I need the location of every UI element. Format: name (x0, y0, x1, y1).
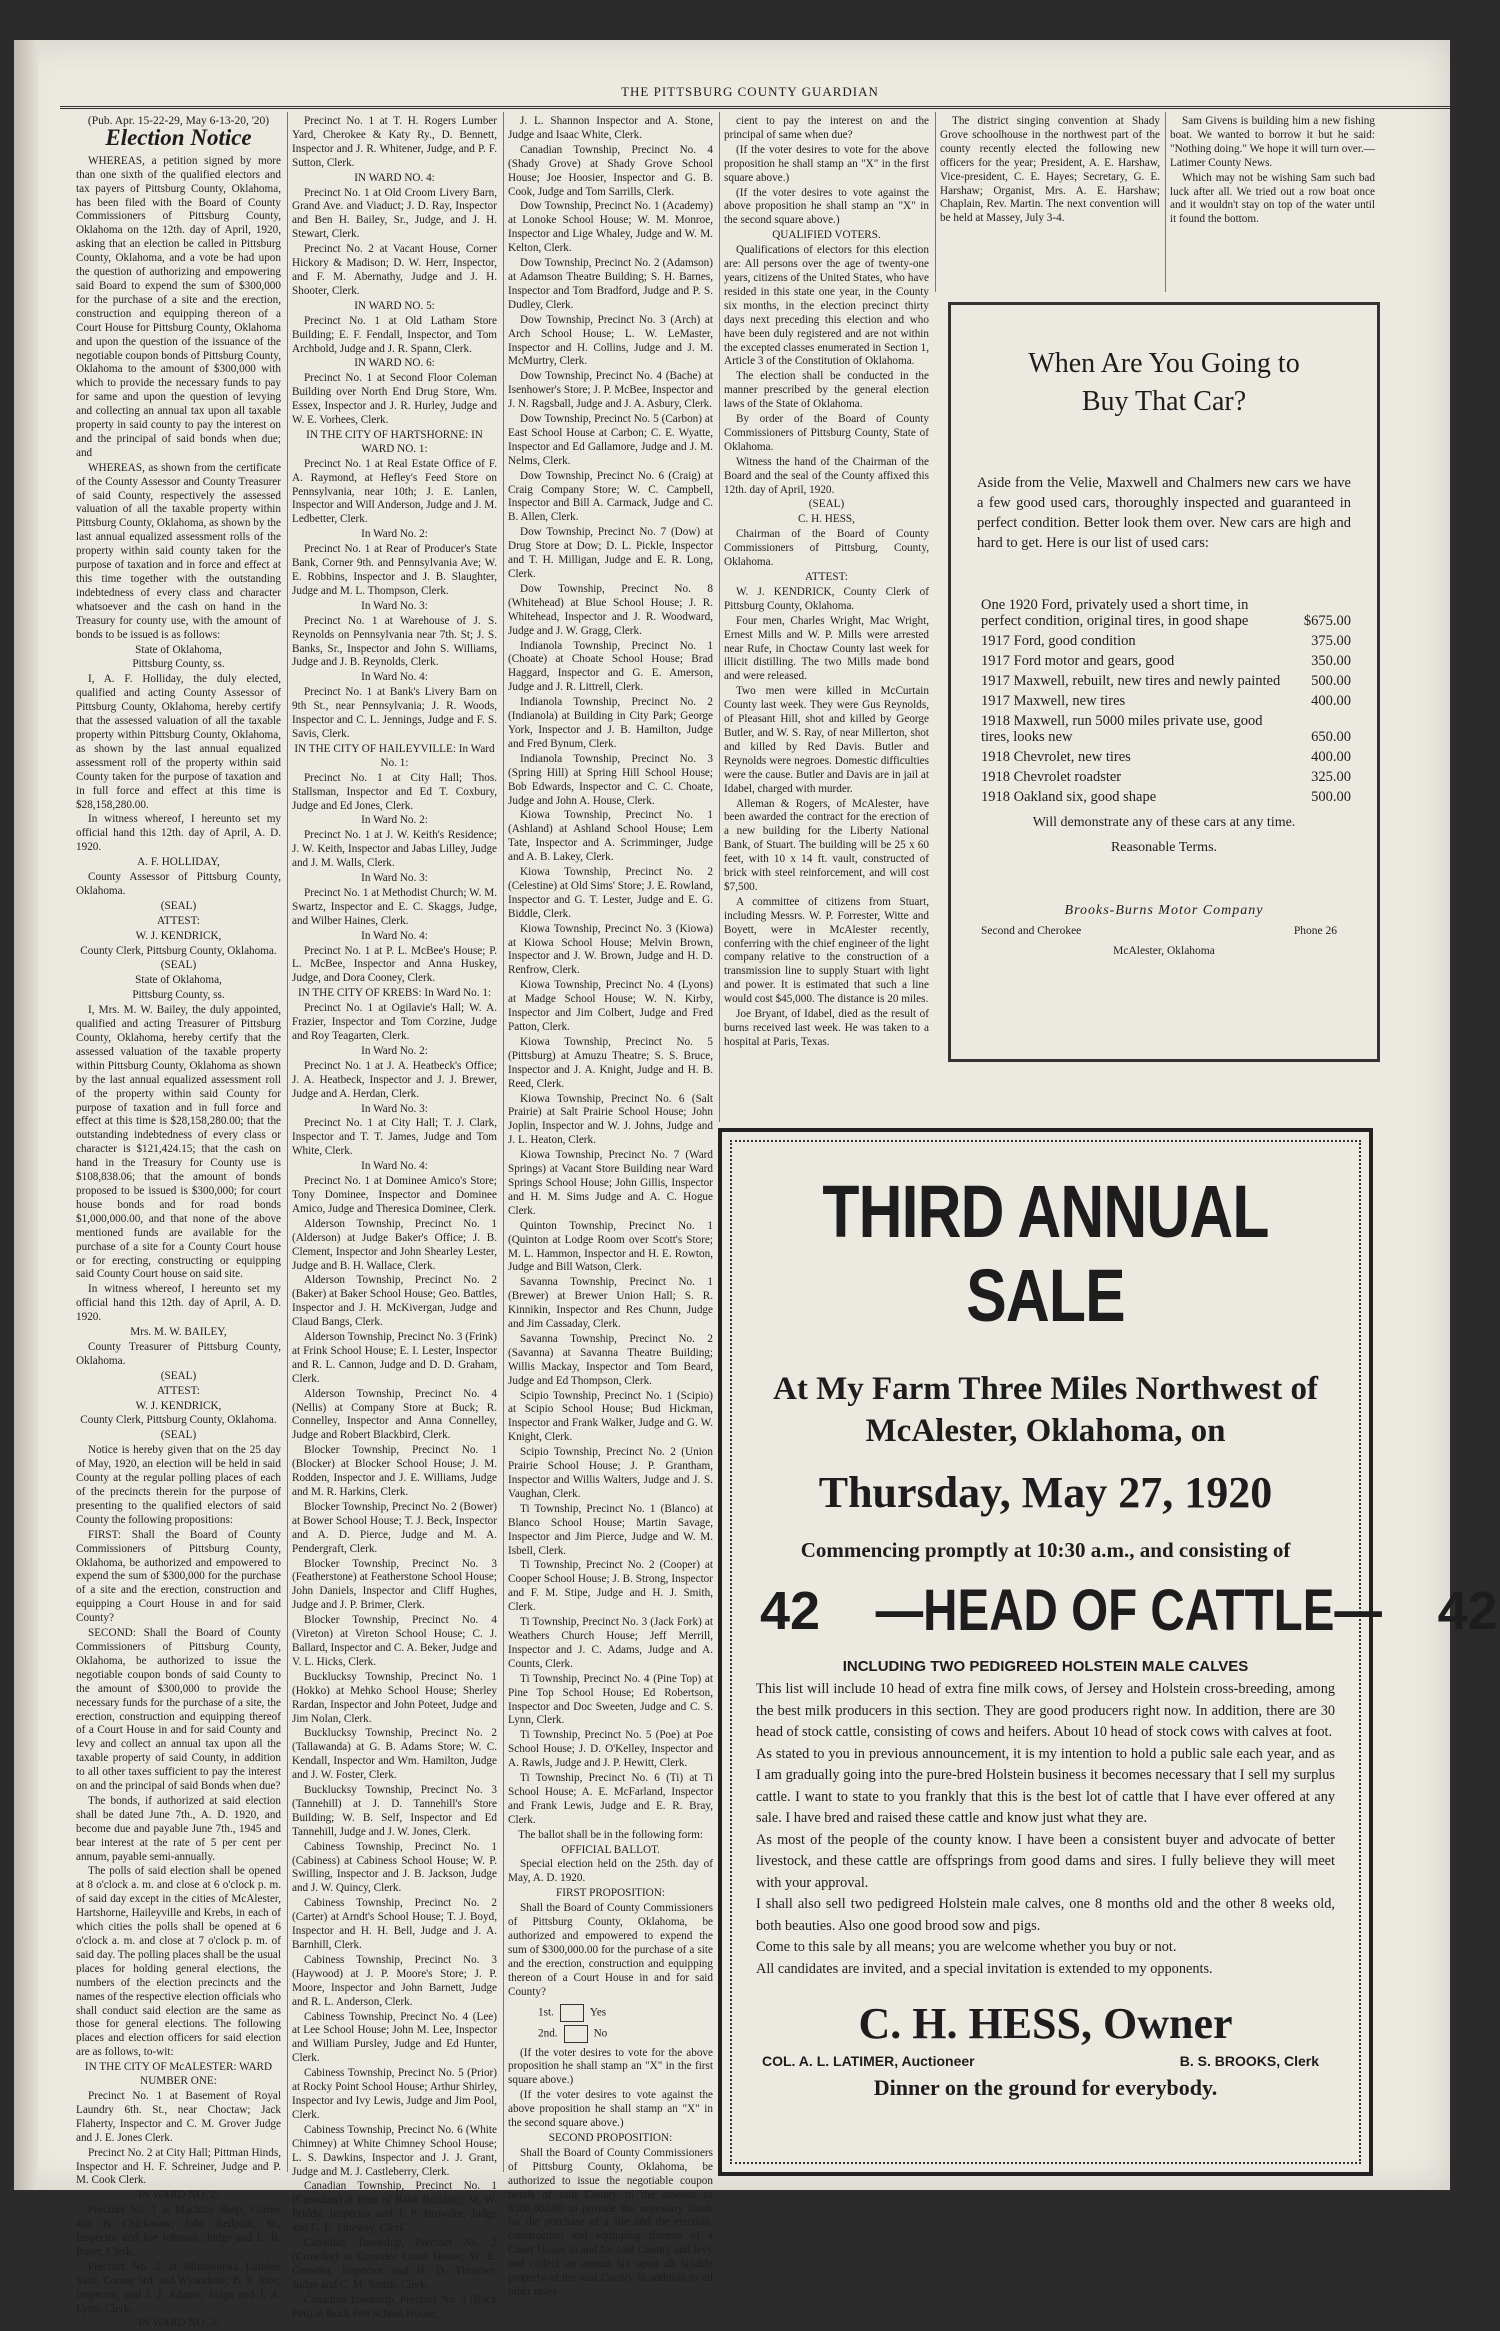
paragraph: (SEAL) (160, 959, 197, 972)
paragraph: Shall the Board of County Commissioners of Pittsburg County, Oklahoma, be authorized and empowered to expend the sum of $300,000.00 for the purchase of a site and the erection, construction and equipping thereon of a Court House in and for said County? (508, 1902, 713, 1998)
column-rule (503, 112, 504, 2172)
paragraph: Ti Township, Precinct No. 3 (Jack Fork) at Weathers Church House; Jeff Merrill, Inspector and J. C. Adams, Judge and A. Counts, Clerk. (508, 1616, 713, 1670)
paragraph: W. J. KENDRICK, (135, 929, 222, 942)
cattle-sale-inner-border (730, 1140, 1498, 2164)
used-car-price: 650.00 (1311, 729, 1351, 745)
ballot-option-label: No (593, 2027, 608, 2040)
news-item-body (1170, 115, 1375, 227)
paragraph: Blocker Township, Precinct No. 2 (Bower) at Bower School House; T. J. Beck, Inspector and A. D. Pierce, Judge and M. A. Pendergraft, Clerk. (292, 1500, 497, 1555)
used-car-row (981, 787, 1351, 807)
paragraph: Special election held on the 25th. day of May, A. D. 1920. (508, 1858, 713, 1885)
used-car-row (981, 671, 1351, 691)
used-car-description: 1917 Ford, good condition (981, 633, 1136, 649)
cattle-count-right: 42 (1437, 1580, 1498, 1641)
paragraph: Pittsburg County, ss. (132, 989, 225, 1002)
used-car-advertisement (948, 302, 1380, 1062)
paragraph: Kiowa Township, Precinct No. 5 (Pittsburg) at Amuzu Theatre; S. S. Bruce, Inspector and J. A. Knight, Judge and H. B. Reed, Clerk. (508, 1035, 713, 1090)
paragraph: Alderson Township, Precinct No. 4 (Nellis) at Company Store at Buck; R. Connelley, Inspector and Anna Connelley, Judge and Robert Blackbird, Clerk. (292, 1387, 497, 1442)
ballot-row-label: 2nd. (538, 2027, 558, 2040)
car-dealer-city: McAlester, Oklahoma (1113, 945, 1215, 957)
paragraph: Ti Township, Precinct No. 1 (Blanco) at Blanco School House; Martin Savage, Inspector and Jim Pierce, Judge and W. M. Isbell, Clerk. (508, 1502, 713, 1557)
paragraph: Kiowa Township, Precinct No. 7 (Ward Springs) at Vacant Store Building near Ward Springs School House; John Gillis, Inspector and H. M. Sims Judge and A. C. Hogue Clerk. (508, 1149, 713, 1217)
sale-paragraph: All candidates are invited, and a special invitation is extended to my opponents. (756, 1960, 1213, 1977)
paragraph: The bonds, if authorized at said election shall be dated June 7th., A. D. 1920, and become due and payable June 7th., 1945 and bear interest at the rate of 5 per cent per annum, payable semi-annually. (76, 1794, 281, 1863)
page-binding-edge (14, 40, 38, 2190)
paragraph: Cabiness Township, Precinct No. 4 (Lee) at Lee School House; John M. Lee, Inspector and William Pursley, Judge and Ed Hunter, Clerk. (292, 2010, 497, 2065)
car-ad-headline-line-2: Buy That Car? (1081, 386, 1247, 417)
paragraph: In Ward No. 3: (361, 1102, 428, 1115)
paragraph: In Ward No. 3: (361, 872, 428, 885)
used-car-price: 400.00 (1311, 749, 1351, 765)
header-rule (60, 106, 1450, 109)
column-rule (287, 112, 288, 2172)
paragraph: IN WARD NO. 5: (354, 299, 435, 312)
used-car-row (981, 747, 1351, 767)
used-car-price: 325.00 (1311, 769, 1351, 785)
paragraph: ATTEST: (157, 1384, 200, 1397)
news-item-body (940, 115, 1160, 226)
paragraph: IN THE CITY OF HARTSHORNE: IN WARD NO. 1: (306, 428, 483, 455)
paragraph: Mrs. M. W. BAILEY, (130, 1326, 227, 1339)
paragraph: Ti Township, Precinct No. 4 (Pine Top) at Pine Top School House; Ed Robertson, Inspector and Doc Sweeten, Judge and C. S. Lynn, Clerk. (508, 1672, 713, 1727)
paragraph: Precinct No. 1 at City Hall; Thos. Stallsman, Inspector and Ed T. Coxbury, Judge and Ed Jones, Clerk. (292, 771, 497, 812)
paragraph: W. J. KENDRICK, County Clerk of Pittsburg County, Oklahoma. (724, 585, 929, 612)
paragraph: (SEAL) (160, 899, 197, 912)
paragraph: Dow Township, Precinct No. 6 (Craig) at Craig Company Store; W. C. Campbell, Inspector and Bill A. Carmack, Judge and C. B. Allen, Clerk. (508, 469, 713, 524)
car-ad-terms: Reasonable Terms. (1110, 840, 1218, 855)
paragraph: Precinct No. 1 at Ogilavie's Hall; W. A. Frazier, Inspector and Tom Corzine, Judge and Roy Teagarten, Clerk. (292, 1002, 497, 1042)
used-car-row (981, 691, 1351, 711)
paragraph: Scipio Township, Precinct No. 2 (Union Prairie School House; J. P. Grantham, Inspector and Willis Walters, Judge and J. S. Vaughan, Clerk. (508, 1446, 713, 1500)
used-car-price: 375.00 (1311, 633, 1351, 649)
paragraph: In Ward No. 4: (361, 671, 428, 684)
sale-paragraph: As most of the people of the county know. I have been a consistent buyer and advocate of better livestock, and these cattle are offsprings from good dams and sires. I fully believe they will meet with your approval. (756, 1831, 1335, 1891)
paragraph: County Treasurer of Pittsburg County, Oklahoma. (76, 1340, 281, 1367)
ballot-row-label: 1st. (538, 2006, 554, 2019)
sale-location-line-1: At My Farm Three Miles Northwest of (773, 1371, 1318, 1407)
cattle-heading: —HEAD OF CATTLE— (875, 1578, 1383, 1643)
paragraph: (If the voter desires to vote for the above proposition he shall stamp an "X" in the first square above.) (508, 2046, 713, 2087)
car-ad-headline (951, 345, 1377, 421)
paragraph: Savanna Township, Precinct No. 1 (Brewer) at Brewer Union Hall; S. R. Kinnikin, Inspector and Res Chunn, Judge and Jim Cassaday, Clerk. (508, 1276, 713, 1331)
column-rule (1165, 112, 1166, 292)
column-rule (719, 112, 720, 1122)
paragraph: In Ward No. 2: (361, 814, 428, 827)
paragraph: Precinct No. 1 at Warehouse of J. S. Reynolds on Pennsylvania near 7th. St; J. S. Banks, Sr., Inspector and John S. Williams, Judge and J. B. Reynolds, Clerk. (292, 614, 497, 669)
paragraph: IN THE CITY OF HAILEYVILLE: In Ward No. 1: (294, 742, 495, 769)
paragraph: Precinct No. 1 at Old Croom Livery Barn, Grand Ave. and Viaduct; J. D. Ray, Inspector and Ben H. Bailey, Sr., Judge, and J. H. Stewart, Clerk. (292, 186, 497, 241)
paragraph: Which may not be wishing Sam such bad luck after all. We tried out a row boat once and it wouldn't stay on top of the water until it found the bottom. (1170, 171, 1375, 226)
paragraph: Joe Bryant, of Idabel, died as the result of burns received last week. He was taken to a hospital at Paris, Texas. (724, 1008, 929, 1048)
paragraph: Precinct No. 1 at Methodist Church; W. M. Swartz, Inspector and E. C. Skaggs, Judge, and Wilber Haines, Clerk. (292, 886, 497, 927)
precinct-list-body (292, 115, 497, 2321)
publication-line: (Pub. Apr. 15-22-29, May 6-13-20, '20) (87, 115, 270, 127)
paragraph: W. J. KENDRICK, (135, 1399, 222, 1412)
used-car-price: $675.00 (1303, 613, 1351, 629)
paragraph: Bucklucksy Township, Precinct No. 1 (Hokko) at Mehko School House; Sherley Rardan, Inspector and John Poteet, Judge and Jim Nolan, Clerk. (292, 1670, 497, 1725)
paragraph: cient to pay the interest on and the principal of same when due? (724, 115, 929, 141)
paragraph: Notice is hereby given that on the 25 day of May, 1920, an election will be held in said County at the regular polling places of each of the precincts therein for the purpose of presenting to the qualified electors of said County the following propositions: (76, 1444, 281, 1526)
paragraph: Precinct No. 1 at Real Estate Office of F. A. Raymond, at Hefley's Feed Store on Pennsylvania, near 10th; J. E. Lanlen, Inspector and Will Anderson, Judge and J. M. Ledbetter, Clerk. (292, 457, 497, 526)
paragraph: Canadian Township, Precinct No. 4 (Shady Grove) at Shady Grove School House; Joe Hoosier, Inspector and G. B. Cook, Judge and Tom Sarrills, Clerk. (508, 143, 713, 198)
paragraph: Precinct No. 2 at Minnetonka Lumber Yard, Corner 3rd. and Wyandotte; B. F. Jobe, Inspector, and J. J. Adams, Judge and J. A. Lynn, Clerk. (76, 2260, 281, 2315)
paragraph: Precinct No. 1 at Dominee Amico's Store; Tony Dominee, Inspector and Dominee Amico, Judge and Theresica Dominee, Clerk. (292, 1175, 497, 1215)
precinct-list-column-2 (508, 115, 713, 2298)
used-car-description: 1918 Oakland six, good shape (981, 789, 1157, 805)
used-car-description: 1918 Maxwell, run 5000 miles private use, good tires, looks new (981, 713, 1263, 745)
paragraph: Ti Township, Precinct No. 2 (Cooper) at Cooper School House; J. B. Strong, Inspector and F. M. Stipe, Judge and H. J. Smith, Clerk. (508, 1559, 713, 1614)
paragraph: Chairman of the Board of County Commissioners of Pittsburg, County, Oklahoma. (724, 528, 929, 569)
precinct-list-body (508, 115, 713, 2300)
sale-paragraph: As stated to you in previous announcement, it is my intention to hold a public sale each year, and as I am gradually going into the pure-bred Holstein business it becomes necessary that I sell my surplus cattle. I want to state to you frankly that this is the best lot of cattle that I have ever offered at any sale. I have bred and raised these cattle and know just what they are. (756, 1745, 1335, 1826)
paragraph: Ti Township, Precinct No. 5 (Poe) at Poe School House; J. D. O'Kelley, Inspector and A. Rawls, Judge and J. P. Hewitt, Clerk. (508, 1729, 713, 1770)
precinct-list-column-1 (292, 115, 497, 2320)
car-ad-intro: Aside from the Velie, Maxwell and Chalmers new cars we have a few good used cars, thoroughly inspected and guaranteed in perfect condition. Better look them over. New cars are high and hard to get. Here is our list of used cars: (977, 475, 1351, 551)
paragraph: In Ward No. 3: (361, 599, 428, 612)
paragraph: Cabiness Township, Precinct No. 1 (Cabiness) at Cabiness School House; W. P. Swilling, Inspector and J. B. Jackson, Judge and J. W. Quincy, Clerk. (292, 1840, 497, 1895)
fishing-boat-item (1170, 115, 1375, 295)
masthead: THE PITTSBURG COUNTY GUARDIAN (621, 84, 879, 99)
used-car-row (981, 631, 1351, 651)
paragraph: Indianola Township, Precinct No. 3 (Spring Hill) at Spring Hill School House; Bob Edwards, Inspector and C. C. Choate, Judge and John A. House, Clerk. (508, 752, 713, 807)
paragraph: (SEAL) (160, 1369, 197, 1382)
sale-clerk: B. S. BROOKS, Clerk (1179, 2053, 1319, 2069)
paragraph: The district singing convention at Shady Grove schoolhouse in the northwest part of the county recently elected the following new officers for the year; President, A. E. Harshaw, Vice-president, C. E. Hayes; Secretary, G. E. Harshaw; Organist, Mrs. A. E. Harshaw; Chaplain, Rev. Martin. The next convention will be held at Massey, July 3-4. (940, 115, 1160, 225)
paragraph: Canadian Township, Precinct No. 2 (Crowder) at Crowder Court House; W. E. Crowder, Inspector and H. D. Thrasher, Judge and C. M. Smith, Clerk. (292, 2237, 497, 2291)
used-car-price: 400.00 (1311, 693, 1351, 709)
paragraph: A committee of citizens from Stuart, including Messrs. W. P. Forrester, Witte and Boyett, were in McAlester recently, conferring with the chief engineer of the light company relative to the construction of a transmission line to supply Stuart with light and power. It is estimated that such a line would cost $45,000. The distance is 20 miles. (724, 895, 929, 1006)
sale-staff (762, 2053, 1319, 2069)
cattle-sale-advertisement (718, 1128, 1498, 2176)
paragraph: State of Oklahoma, (135, 643, 222, 656)
paragraph: QUALIFIED VOTERS. (772, 229, 881, 242)
paragraph: FIRST PROPOSITION: (556, 1887, 665, 1900)
used-car-price: 350.00 (1311, 653, 1351, 669)
car-ad-demonstrate: Will demonstrate any of these cars at any time. (1032, 815, 1296, 830)
sale-date: Thursday, May 27, 1920 (818, 1468, 1273, 1517)
paragraph: Precinct No. 1 at Bank's Livery Barn on 9th St., near Pennsylvania; J. R. Woods, Inspector and C. L. Jennings, Judge and F. S. Savis, Clerk. (292, 686, 497, 740)
paragraph: Kiowa Township, Precinct No. 3 (Kiowa) at Kiowa School House; Melvin Brown, Inspector and J. W. Brown, Judge and H. D. Renfrow, Clerk. (508, 922, 713, 977)
paragraph: In Ward No. 4: (361, 929, 428, 942)
ballot-square (564, 2025, 588, 2043)
singing-convention-item (940, 115, 1160, 295)
paragraph: OFFICIAL BALLOT. (561, 1843, 660, 1856)
sale-paragraph: Come to this sale by all means; you are welcome whether you buy or not. (756, 1939, 1177, 1955)
paragraph: County Clerk, Pittsburg County, Oklahoma. (80, 1414, 277, 1427)
paragraph: Cabiness Township, Precinct No. 6 (White Chimney) at White Chimney School House; L. S. Dawkins, Inspector and J. J. Grant, Judge and M. J. Castleberry, Clerk. (292, 2123, 497, 2178)
paragraph: Quinton Township, Precinct No. 1 (Quinton at Lodge Room over Scott's Store; M. L. Hammon, Inspector and H. E. Rowton, Judge and Bill Watson, Clerk. (508, 1219, 713, 1274)
sale-paragraph: I shall also sell two pedigreed Holstein male calves, one 8 months old and the other 8 weeks old, both beauties. Also one good brood sow and pigs. (756, 1896, 1335, 1934)
sale-location-line-2: McAlester, Oklahoma, on (865, 1413, 1226, 1449)
paragraph: IN THE CITY OF KREBS: In Ward No. 1: (297, 987, 492, 1000)
column-rule (935, 112, 936, 292)
notice-and-news-column (724, 115, 929, 1115)
sale-paragraph: This list will include 10 head of extra fine milk cows, of Jersey and Holstein cross-breeding, among the best milk producers in this section. They are good producers right now. In addition, there are 30 head of stock cattle, consisting of cows and heifers. About 10 head of stock cows with calves at foot. (756, 1681, 1335, 1740)
paragraph: Precinct No. 1 at T. H. Rogers Lumber Yard, Cherokee & Katy Ry., D. Bennett, Inspector and J. R. Whitener, Judge, and P. F. Sutton, Clerk. (292, 115, 497, 169)
paragraph: Bucklucksy Township, Precinct No. 3 (Tannehill) at J. D. Tannehill's Store Building; W. B. Self, Inspector and Ed Tannehill, Judge and J. W. Jones, Clerk. (292, 1784, 497, 1838)
paragraph: In witness whereof, I hereunto set my official hand this 12th. day of April, A. D. 1920. (76, 813, 281, 854)
paragraph: In witness whereof, I hereunto set my official hand this 12th. day of April, A. D. 1920. (76, 1283, 281, 1324)
paragraph: Indianola Township, Precinct No. 2 (Indianola) at Building in City Park; George York, Inspector and J. B. Hamilton, Judge and Fred Bynum, Clerk. (508, 696, 713, 750)
paragraph: A. F. HOLLIDAY, (137, 856, 220, 869)
used-car-description: 1918 Chevrolet roadster (981, 769, 1122, 785)
paragraph: Savanna Township, Precinct No. 2 (Savanna) at Savanna Theatre Building; Willis Mackay, Inspector and Tom Beard, Judge and Ed Thompson, Clerk. (508, 1332, 713, 1387)
sale-location (732, 1368, 1359, 1452)
paragraph: Dow Township, Precinct No. 3 (Arch) at Arch School House; L. W. LeMaster, Inspector and H. Collins, Judge and J. M. McMurtry, Clerk. (508, 313, 713, 368)
paragraph: FIRST: Shall the Board of County Commissioners of Pittsburg County, Oklahoma, be authorized and empowered to expend the sum of $300,000 for the purchase of a site and the erection, construction and equipping a Court House in and for said County? (76, 1528, 281, 1625)
paragraph: In Ward No. 2: (361, 1044, 428, 1057)
paragraph: SECOND PROPOSITION: (548, 2131, 673, 2144)
paragraph: Precinct No. 1 at Machine Shop, Corner 4th. & Chickasaw; John Redpath, Sr., Inspector and Joe Johnson, Judge and L. R. Raser, Clerk. (76, 2204, 281, 2258)
paragraph: Canadian Township, Precinct No. 3 (Rock Pen) at Rock Pen School House; (292, 2293, 497, 2320)
paragraph: (If the voter desires to vote against the above proposition he shall stamp an "X" in the second square above.) (724, 186, 929, 227)
paragraph: Indianola Township, Precinct No. 1 (Choate) at Choate School House; Brad Haggard, Inspector and G. E. Amerson, Judge and J. R. Littrell, Clerk. (508, 639, 713, 694)
paragraph: I, Mrs. M. W. Bailey, the duly appointed, qualified and acting Treasurer of Pittsburg County, Oklahoma, hereby certify that the assessed valuation of the taxable property within Pittsburg County, Oklahoma as shown by the last annual equalized assessment roll of the property within said County for purpose of taxation and in full force and effect at this time is $28,158,280.00; that the outstanding indebtedness of every class or character is $121,424.15; that the cash on hand in the Treasury for County use is $108,838.06; that the amount of bonds proposed to be issued is $300,000; for court house bonds and for road bonds $1,000,000.00, and that none of the above mentioned funds are available for the purchase of a site for a County Court house or for erecting, constructing or equipping said County Court house on said site. (76, 1004, 281, 1281)
paragraph: Cabiness Township, Precinct No. 5 (Prior) at Rocky Point School House; Arthur Shirley, Inspector and Ivy Lewis, Judge and Jim Pool, Clerk. (292, 2067, 497, 2121)
paragraph: Precinct No. 1 at J. A. Heatbeck's Office; J. A. Heatbeck, Inspector and J. J. Brewer, Judge and A. Herdan, Clerk. (292, 1059, 497, 1100)
paragraph: Precinct No. 2 at City Hall; Pittman Hinds, Inspector and H. F. Schreiner, Judge and P. M. Cook Clerk. (76, 2146, 281, 2187)
paragraph: Alderson Township, Precinct No. 3 (Frink) at Frink School House; E. I. Lester, Inspector and R. L. Cannon, Judge and D. D. Graham, Clerk. (292, 1331, 497, 1385)
paragraph: IN WARD NO. 6: (354, 357, 435, 370)
paragraph: Qualifications of electors for this election are: All persons over the age of twenty-one years, citizens of the United States, who have resided in this state one year, in the County six months, in the election precinct thirty days next preceding this election and who have been duly registered and are not within the excepted classes enumerated in Section 1, Article 3 of the Constitution of Oklahoma. (724, 244, 929, 368)
paragraph: Cabiness Township, Precinct No. 2 (Carter) at Arndt's School House; T. J. Boyd, Inspector and H. H. Bell, Judge and J. A. Barnhill, Clerk. (292, 1897, 497, 1951)
paragraph: County Clerk, Pittsburg County, Oklahoma. (80, 944, 277, 957)
paragraph: ATTEST: (157, 914, 200, 927)
paragraph: Precinct No. 1 at Basement of Royal Laundry 6th. St., near Choctaw; Jack Flaherty, Inspector and C. M. Grover Judge and J. E. Jones Clerk. (76, 2089, 281, 2144)
paragraph: Witness the hand of the Chairman of the Board and the seal of the County affixed this 12th. day of April, 1920. (724, 455, 929, 496)
paragraph: (If the voter desires to vote for the above proposition he shall stamp an "X" in the first square above.) (724, 143, 929, 184)
paragraph: Dow Township, Precinct No. 2 (Adamson) at Adamson Theatre Building; S. H. Barnes, Inspector and Tom Bradford, Judge and P. S. Dudley, Clerk. (508, 257, 713, 311)
notice-and-news-body (724, 115, 929, 1050)
car-dealer-name: Brooks-Burns Motor Company (1064, 903, 1264, 918)
paragraph: Dow Township, Precinct No. 8 (Whitehead) at Blue School House; J. R. Whitehead, Inspector and J. R. Woodward, Judge and J. W. Gragg, Clerk. (508, 582, 713, 637)
paragraph: C. H. HESS, (798, 513, 855, 526)
paragraph: Sam Givens is building him a new fishing boat. We wanted to borrow it but he said: "Nothing doing." We hope it will turn over.—Latimer County News. (1170, 115, 1375, 169)
paragraph: Canadian Township, Precinct No. 1 (Canadian) at Rear of Bank Building; M. W. Priddy, Inspector and J. P. Browder, Judge and C. E. Janeway, Clerk. (292, 2180, 497, 2235)
paragraph: The election shall be conducted in the manner prescribed by the general election laws of the State of Oklahoma. (724, 370, 929, 411)
paragraph: State of Oklahoma, (135, 974, 222, 987)
paragraph: Kiowa Township, Precinct No. 2 (Celestine) at Old Sims' Store; J. E. Rowland, Inspector and G. T. Lester, Judge and E. G. Biddle, Clerk. (508, 866, 713, 920)
sale-time: Commencing promptly at 10:30 a.m., and consisting of (800, 1538, 1291, 1562)
paragraph: WHEREAS, as shown from the certificate of the County Assessor and County Treasurer of said County, respectively the assessed valuation of all the taxable property within Pittsburg County, Oklahoma, as shown by the last annual equalized assessment rolls of the property within said county taken for the purpose of taxation and in force and effect at this time together with the outstanding indebtedness of every class and character whatsoever and the cash on hand in the Treasury for county use, with the amount of bonds to be issued is as follows: (76, 461, 281, 641)
paragraph: Blocker Township, Precinct No. 3 (Featherstone) at Featherstone School House; John Daniels, Inspector and Cliff Hughes, Judge and J. P. Brimer, Clerk. (292, 1557, 497, 1612)
used-car-row (981, 711, 1351, 747)
used-car-row (981, 651, 1351, 671)
used-car-description: 1917 Maxwell, new tires (981, 693, 1126, 709)
paragraph: SECOND: Shall the Board of County Commissioners of Pittsburg County, Oklahoma, be authorized to issue the negotiable coupon bonds of said County to the amount of $300,000 to provide the necessary funds for the purchase of a site, the erection, construction and equipping thereof of a Court House in and for said County and levy and collect an annual tax upon all the taxable property of said County, in addition to all other taxes sufficient to pay the interest on and the principal of said Bonds when due? (76, 1627, 281, 1793)
sale-dinner-note: Dinner on the ground for everybody. (873, 2075, 1218, 2100)
paragraph: Dow Township, Precinct No. 1 (Academy) at Lonoke School House; W. M. Monroe, Inspector and Lige Whaley, Judge and W. M. Kelton, Clerk. (508, 200, 713, 255)
paragraph: (If the voter desires to vote against the above proposition he shall stamp an "X" in the second square above.) (508, 2089, 713, 2130)
paragraph: Dow Township, Precinct No. 4 (Bache) at Isenhower's Store; J. P. McBee, Inspector and J. N. Ragsball, Judge and J. A. Asbury, Clerk. (508, 370, 713, 411)
paragraph: IN THE CITY OF McALESTER: WARD NUMBER ONE: (84, 2061, 273, 2088)
paragraph: Precinct No. 1 at City Hall; T. J. Clark, Inspector and T. T. James, Judge and Tom White, Clerk. (292, 1117, 497, 1158)
paragraph: Precinct No. 1 at P. L. McBee's House; P. L. McBee, Inspector and Anna Huskey, Judge, and Dora Cooney, Clerk. (292, 944, 497, 985)
cattle-count-left: 42 (760, 1580, 821, 1641)
car-dealer-address: Second and Cherokee (981, 925, 1082, 937)
paragraph: County Assessor of Pittsburg County, Oklahoma. (76, 871, 281, 897)
used-car-description: 1917 Maxwell, rebuilt, new tires and newly painted (981, 673, 1281, 689)
paragraph: Precinct No. 1 at Old Latham Store Building; E. F. Fendall, Inspector, and Tom Archbold, Judge and J. R. Spann, Clerk. (292, 314, 497, 355)
paragraph: Scipio Township, Precinct No. 1 (Scipio) at Scipio School House; Bud Hickman, Inspector and Frank Walker, Judge and G. W. Knight, Clerk. (508, 1389, 713, 1444)
paragraph: In Ward No. 4: (361, 1160, 428, 1173)
ballot-option-label: Yes (589, 2006, 607, 2019)
paragraph: By order of the Board of County Commissioners of Pittsburg County, State of Oklahoma. (724, 413, 929, 453)
paragraph: Dow Township, Precinct No. 5 (Carbon) at East School House at Carbon; C. E. Wyatte, Inspector and Ed Gallamore, Judge and J. M. Nelms, Clerk. (508, 413, 713, 467)
sale-title: THIRD ANNUAL SALE (822, 1170, 1269, 1337)
paragraph: Ti Township, Precinct No. 6 (Ti) at Ti School House; A. E. McFarland, Inspector and Frank Lewis, Judge and E. R. Bray, Clerk. (508, 1772, 713, 1826)
election-notice-body (76, 155, 281, 2331)
used-car-price: 500.00 (1311, 673, 1351, 689)
paragraph: IN WARD NO. 3: (138, 2317, 219, 2330)
paragraph: The polls of said election shall be opened at 8 o'clock a. m. and close at 6 o'clock p. m. of said day except in the cities of McAlester, Hartshorne, Haileyville and Krebs, in each of which cities the polls shall be opened at 6 o'clock a. m. and close at 7 o'clock p. m. of said day. The polling places shall be the usual places for holding general elections, the numbers of the election precincts and the names of the respective election officials who shall conduct said election are the same as those for general elections. The following places and election officers for said election are as follows, to-wit: (76, 1865, 281, 2059)
paragraph: Alderson Township, Precinct No. 2 (Baker) at Baker School House; Geo. Battles, Inspector and J. H. McKivergan, Judge and Claud Bangs, Clerk. (292, 1274, 497, 1329)
used-car-price-list (981, 595, 1351, 807)
paragraph: Bucklucksy Township, Precinct No. 2 (Tallawanda) at G. B. Adams Store; W. C. Kendall, Inspector and Wm. Hamilton, Judge and J. W. Foster, Clerk. (292, 1727, 497, 1782)
used-car-row (981, 767, 1351, 787)
paragraph: The ballot shall be in the following form: (518, 1828, 703, 1841)
paragraph: Alleman & Rogers, of McAlester, have been awarded the contract for the erection of a new building for the Liberty National Bank, of Stuart. The building will be 25 x 60 feet, with 10 x 14 ft. vault, constructed of brick with steel reinforcement, and will cost $7,500. (724, 797, 929, 893)
paragraph: Precinct No. 1 at J. W. Keith's Residence; J. W. Keith, Inspector and Jabas Lilley, Judge and J. M. Walls, Clerk. (292, 829, 497, 870)
paragraph: Blocker Township, Precinct No. 1 (Blocker) at Blocker School House; J. M. Rodden, Inspector and J. E. Williams, Judge and M. R. Harkins, Clerk. (292, 1444, 497, 1498)
paragraph: Cabiness Township, Precinct No. 3 (Haywood) at J. P. Moore's Store; J. P. Moore, Inspector and John Barnett, Judge and R. L. Anderson, Clerk. (292, 1953, 497, 2008)
paragraph: J. L. Shannon Inspector and A. Stone, Judge and Isaac White, Clerk. (508, 115, 713, 141)
paragraph: WHEREAS, a petition signed by more than one sixth of the qualified electors and tax payers of Pittsburg County, Oklahoma, has been filed with the Board of County Commissioners of Pittsburg County, Oklahoma on the 12th. day of April, 1920, asking that an election be called in Pittsburg County, Oklahoma, and a vote be had upon the question of authorizing and empowering said Board to expend the sum of $300,000 for the purchase of a site and the erection, construction and equipping thereon of a Court House for Pittsburg County, Oklahoma and upon the question of the issuance of the negotiable coupon bonds of Pittsburg County, Oklahoma to the amount of $300,000 with which to provide the necessary funds to pay for same and upon the question of levying and collecting an annual tax upon all taxable property in said county to pay the interest on and the principal of said bonds when due; and (76, 154, 281, 459)
paragraph: Kiowa Township, Precinct No. 4 (Lyons) at Madge School House; W. N. Kirby, Inspector and Jim Colbert, Judge and Fred Patton, Clerk. (508, 979, 713, 1033)
paragraph: Precinct No. 1 at Rear of Producer's State Bank, Corner 9th. and Pennsylvania Ave; W. E. Robbins, Inspector and J. B. Slaughter, Judge and M. L. Thompson, Clerk. (292, 543, 497, 597)
paragraph: Dow Township, Precinct No. 7 (Dow) at Drug Store at Dow; D. L. Pickle, Inspector and T. H. Milligan, Judge and E. R. Long, Clerk. (508, 526, 713, 580)
used-car-description: 1918 Chevrolet, new tires (981, 749, 1131, 765)
paragraph: In Ward No. 2: (361, 528, 428, 541)
paragraph: Four men, Charles Wright, Mac Wright, Ernest Mills and W. P. Mills were arrested near Rufe, in Choctaw County last week for illicit distilling. The two Mills made bond and were released. (724, 614, 929, 683)
paragraph: Precinct No. 2 at Vacant House, Corner Hickory & Madison; D. W. Herr, Inspector, and F. M. Abernathy, Judge and J. H. Shooter, Clerk. (292, 243, 497, 297)
paragraph: Kiowa Township, Precinct No. 1 (Ashland) at Ashland School House; Lem Tate, Inspector and A. Scrimminger, Judge and A. B. Lakey, Clerk. (508, 809, 713, 864)
paragraph: IN WARD NO. 4: (354, 171, 435, 184)
paragraph: IN WARD NO. 2: (138, 2189, 219, 2202)
used-car-price: 500.00 (1311, 789, 1351, 805)
paragraph: (SEAL) (160, 1429, 197, 1442)
car-ad-headline-line-1: When Are You Going to (1028, 348, 1300, 379)
paragraph: Blocker Township, Precinct No. 4 (Vireton) at Vireton School House; C. J. Ballard, Inspector and C. A. Beker, Judge and V. L. Hicks, Clerk. (292, 1614, 497, 1668)
sale-auctioneer: COL. A. L. LATIMER, Auctioneer (762, 2053, 975, 2069)
ballot-square (560, 2004, 584, 2022)
paragraph: ATTEST: (805, 571, 848, 583)
paragraph: Two men were killed in McCurtain County last week. They were Gus Reynolds, of Pleasant Hill, shot and killed by George Butler, and W. S. Ray, of near Millerton, shot and killed by Red Davis. Butler and Reynolds were negroes. Domestic difficulties were the cause. Butler and Davis are in jail at Idabel, charged with murder. (724, 685, 929, 795)
sale-description (756, 1679, 1335, 1980)
used-car-description: 1917 Ford motor and gears, good (981, 653, 1175, 669)
paragraph: Shall the Board of County Commissioners of Pittsburg County, Oklahoma, be authorized to issue the negotiable coupon bonds of said County to the amount of $300,000.00 to provide the necessary funds for the purchase of a site and the erection, construction and equipping thereon of a Court House in and for said County and levy and collect an annual tax upon all taxable property of the said County in addition to all other taxes (508, 2146, 713, 2298)
used-car-description: One 1920 Ford, privately used a short time, in perfect condition, original tires, in good shape (981, 597, 1249, 629)
paragraph: Kiowa Township, Precinct No. 6 (Salt Prairie) at Salt Prairie School House; John Joplin, Inspector and W. J. Johns, Judge and J. L. Heaton, Clerk. (508, 1092, 713, 1147)
sale-owner: C. H. HESS, Owner (858, 1999, 1233, 2048)
car-dealer-contact (981, 925, 1337, 937)
election-notice-title: Election Notice (105, 124, 252, 150)
ballot-checkboxes (538, 2004, 713, 2043)
paragraph: Alderson Township, Precinct No. 1 (Alderson) at Judge Baker's Office; J. B. Clement, Inspector and John Shearley Lester, Judge and B. H. Wallace, Clerk. (292, 1217, 497, 1272)
used-car-row (981, 595, 1351, 631)
holstein-calves-line: INCLUDING TWO PEDIGREED HOLSTEIN MALE CALVES (842, 1658, 1249, 1675)
paragraph: Precinct No. 1 at Second Floor Coleman Building over North End Drug Store, Wm. Essex, Inspector and J. R. Hurley, Judge and W. E. Vorhees, Clerk. (292, 372, 497, 427)
election-notice-column (76, 115, 281, 2330)
car-dealer-phone: Phone 26 (1293, 925, 1337, 937)
paragraph: I, A. F. Holliday, the duly elected, qualified and acting County Assessor of Pittsburg County, Oklahoma, hereby certify that the assessed valuation of all the taxable property within Pittsburg County, Oklahoma, as shown by the last annual equalized assessment roll of the property within said County taken for the purpose of taxation and in full force and effect at this time is $28,158,280.00. (76, 673, 281, 811)
cattle-count-banner (760, 1577, 1498, 1644)
paragraph: (SEAL) (808, 498, 845, 511)
paragraph: Pittsburg County, ss. (132, 658, 225, 671)
